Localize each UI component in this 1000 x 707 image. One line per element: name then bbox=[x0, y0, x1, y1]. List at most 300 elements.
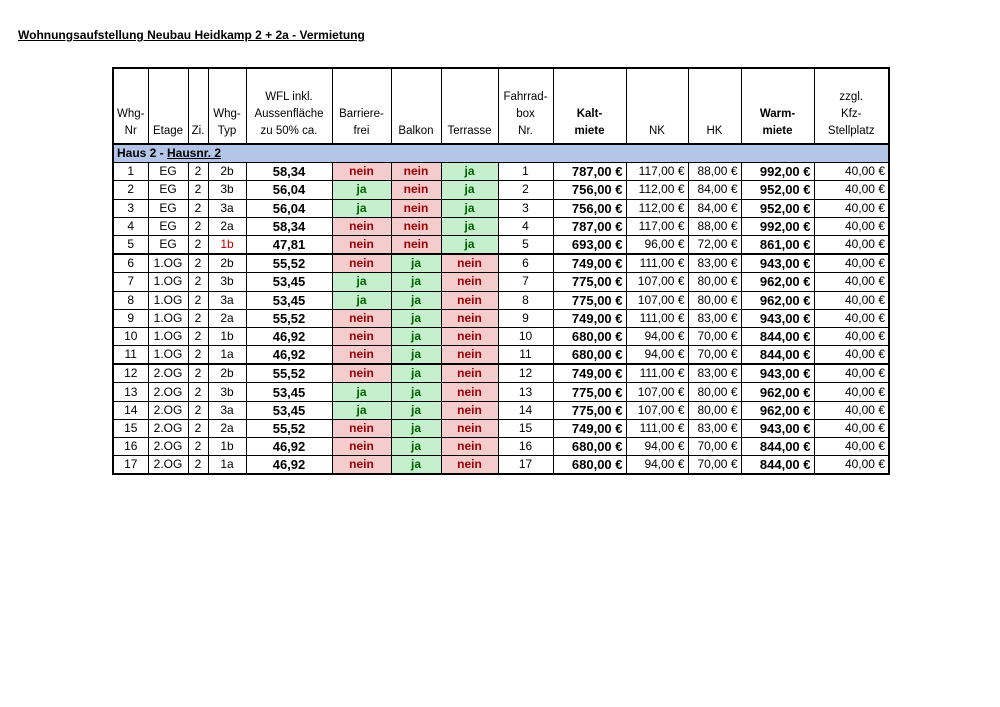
table-row bbox=[113, 163, 889, 181]
header-warmmiete bbox=[741, 68, 814, 144]
cell-wfl: 55,52 bbox=[246, 254, 332, 273]
cell-nk: 107,00 € bbox=[626, 401, 688, 419]
cell-barrierefrei: ja bbox=[332, 181, 391, 199]
cell-kaltmiete: 749,00 € bbox=[553, 309, 626, 327]
cell-zi: 2 bbox=[188, 254, 208, 273]
cell-warmmiete: 844,00 € bbox=[741, 438, 814, 456]
cell-nk: 111,00 € bbox=[626, 419, 688, 437]
cell-kfz: 40,00 € bbox=[814, 163, 889, 181]
header-nk bbox=[626, 68, 688, 144]
cell-etage: EG bbox=[148, 181, 188, 199]
cell-barrierefrei: nein bbox=[332, 235, 391, 254]
cell-fahrradbox: 11 bbox=[498, 346, 553, 365]
cell-terrasse: ja bbox=[441, 235, 498, 254]
table-row bbox=[113, 383, 889, 401]
cell-etage: EG bbox=[148, 217, 188, 235]
cell-kaltmiete: 680,00 € bbox=[553, 456, 626, 475]
cell-kfz: 40,00 € bbox=[814, 346, 889, 365]
cell-balkon: ja bbox=[391, 346, 441, 365]
cell-zi: 2 bbox=[188, 327, 208, 345]
cell-kfz: 40,00 € bbox=[814, 309, 889, 327]
header-line: Whg- bbox=[117, 108, 145, 120]
header-line: HK bbox=[706, 125, 723, 137]
header-line: Nr. bbox=[518, 125, 533, 137]
header-etage bbox=[148, 68, 188, 144]
cell-hk: 83,00 € bbox=[688, 364, 741, 383]
cell-barrierefrei: ja bbox=[332, 383, 391, 401]
cell-etage: 2.OG bbox=[148, 401, 188, 419]
cell-terrasse: nein bbox=[441, 401, 498, 419]
cell-warmmiete: 844,00 € bbox=[741, 346, 814, 365]
cell-kfz: 40,00 € bbox=[814, 327, 889, 345]
cell-nk: 112,00 € bbox=[626, 181, 688, 199]
cell-nk: 117,00 € bbox=[626, 217, 688, 235]
cell-barrierefrei: nein bbox=[332, 419, 391, 437]
header-line: WFL inkl. bbox=[265, 91, 313, 103]
cell-balkon: ja bbox=[391, 291, 441, 309]
cell-fahrradbox: 10 bbox=[498, 327, 553, 345]
cell-warmmiete: 952,00 € bbox=[741, 199, 814, 217]
cell-wfl: 46,92 bbox=[246, 438, 332, 456]
cell-wfl: 46,92 bbox=[246, 456, 332, 475]
cell-hk: 88,00 € bbox=[688, 163, 741, 181]
cell-hk: 70,00 € bbox=[688, 438, 741, 456]
cell-whg-typ: 1b bbox=[208, 235, 246, 254]
cell-wfl: 47,81 bbox=[246, 235, 332, 254]
cell-whg-nr: 7 bbox=[113, 273, 148, 291]
cell-wfl: 56,04 bbox=[246, 181, 332, 199]
cell-nk: 111,00 € bbox=[626, 309, 688, 327]
cell-whg-nr: 3 bbox=[113, 199, 148, 217]
cell-wfl: 55,52 bbox=[246, 309, 332, 327]
header-line: Nr bbox=[124, 125, 137, 137]
cell-wfl: 55,52 bbox=[246, 364, 332, 383]
header-line: Terrasse bbox=[447, 125, 492, 137]
cell-kfz: 40,00 € bbox=[814, 364, 889, 383]
apartment-table bbox=[112, 67, 890, 475]
table-row bbox=[113, 217, 889, 235]
header-zi bbox=[188, 68, 208, 144]
cell-warmmiete: 943,00 € bbox=[741, 254, 814, 273]
cell-fahrradbox: 8 bbox=[498, 291, 553, 309]
cell-barrierefrei: nein bbox=[332, 309, 391, 327]
cell-whg-typ: 2b bbox=[208, 163, 246, 181]
cell-kaltmiete: 680,00 € bbox=[553, 327, 626, 345]
cell-whg-typ: 3a bbox=[208, 401, 246, 419]
header-hk bbox=[688, 68, 741, 144]
cell-wfl: 46,92 bbox=[246, 346, 332, 365]
cell-terrasse: ja bbox=[441, 217, 498, 235]
cell-hk: 84,00 € bbox=[688, 199, 741, 217]
cell-nk: 107,00 € bbox=[626, 383, 688, 401]
cell-kfz: 40,00 € bbox=[814, 217, 889, 235]
cell-kaltmiete: 775,00 € bbox=[553, 273, 626, 291]
cell-balkon: ja bbox=[391, 438, 441, 456]
cell-hk: 80,00 € bbox=[688, 273, 741, 291]
cell-terrasse: nein bbox=[441, 364, 498, 383]
cell-balkon: ja bbox=[391, 327, 441, 345]
cell-zi: 2 bbox=[188, 309, 208, 327]
cell-nk: 94,00 € bbox=[626, 346, 688, 365]
cell-balkon: nein bbox=[391, 199, 441, 217]
header-fahrradbox bbox=[498, 68, 553, 144]
cell-fahrradbox: 14 bbox=[498, 401, 553, 419]
cell-barrierefrei: nein bbox=[332, 163, 391, 181]
table-row bbox=[113, 235, 889, 254]
header-line: Etage bbox=[152, 125, 184, 137]
table-row bbox=[113, 346, 889, 365]
cell-kfz: 40,00 € bbox=[814, 383, 889, 401]
header-line: Typ bbox=[217, 125, 237, 137]
cell-zi: 2 bbox=[188, 401, 208, 419]
cell-kaltmiete: 749,00 € bbox=[553, 364, 626, 383]
cell-terrasse: nein bbox=[441, 456, 498, 475]
cell-kfz: 40,00 € bbox=[814, 199, 889, 217]
header-line: Kfz- bbox=[841, 108, 862, 120]
header-line: frei bbox=[353, 125, 370, 137]
cell-balkon: ja bbox=[391, 309, 441, 327]
cell-wfl: 55,52 bbox=[246, 419, 332, 437]
cell-terrasse: nein bbox=[441, 309, 498, 327]
header-line: Barriere- bbox=[339, 108, 384, 120]
cell-barrierefrei: ja bbox=[332, 401, 391, 419]
header-line: Whg- bbox=[213, 108, 241, 120]
cell-balkon: ja bbox=[391, 273, 441, 291]
cell-wfl: 58,34 bbox=[246, 163, 332, 181]
cell-balkon: nein bbox=[391, 181, 441, 199]
cell-whg-typ: 2b bbox=[208, 254, 246, 273]
header-line: miete bbox=[762, 125, 793, 137]
section-prefix: Haus 2 - bbox=[117, 146, 168, 161]
cell-whg-nr: 17 bbox=[113, 456, 148, 475]
cell-zi: 2 bbox=[188, 163, 208, 181]
cell-barrierefrei: ja bbox=[332, 273, 391, 291]
cell-nk: 94,00 € bbox=[626, 327, 688, 345]
cell-kaltmiete: 775,00 € bbox=[553, 401, 626, 419]
table-row bbox=[113, 181, 889, 199]
cell-nk: 112,00 € bbox=[626, 199, 688, 217]
cell-whg-nr: 11 bbox=[113, 346, 148, 365]
cell-nk: 107,00 € bbox=[626, 273, 688, 291]
cell-etage: 1.OG bbox=[148, 346, 188, 365]
cell-whg-nr: 8 bbox=[113, 291, 148, 309]
cell-zi: 2 bbox=[188, 199, 208, 217]
cell-barrierefrei: nein bbox=[332, 456, 391, 475]
cell-nk: 111,00 € bbox=[626, 364, 688, 383]
cell-hk: 70,00 € bbox=[688, 327, 741, 345]
cell-kaltmiete: 749,00 € bbox=[553, 254, 626, 273]
header-line: Balkon bbox=[398, 125, 434, 137]
page-title: Wohnungsaufstellung Neubau Heidkamp 2 + 2a - Vermietung bbox=[18, 28, 365, 42]
cell-fahrradbox: 7 bbox=[498, 273, 553, 291]
cell-zi: 2 bbox=[188, 383, 208, 401]
header-line: zzgl. bbox=[839, 91, 864, 103]
cell-kfz: 40,00 € bbox=[814, 456, 889, 475]
cell-whg-typ: 3a bbox=[208, 291, 246, 309]
cell-etage: 1.OG bbox=[148, 309, 188, 327]
cell-whg-nr: 13 bbox=[113, 383, 148, 401]
cell-fahrradbox: 16 bbox=[498, 438, 553, 456]
header-wfl bbox=[246, 68, 332, 144]
cell-zi: 2 bbox=[188, 273, 208, 291]
cell-barrierefrei: nein bbox=[332, 327, 391, 345]
cell-fahrradbox: 4 bbox=[498, 217, 553, 235]
cell-warmmiete: 943,00 € bbox=[741, 364, 814, 383]
cell-hk: 83,00 € bbox=[688, 309, 741, 327]
header-line: Zi. bbox=[191, 125, 205, 137]
cell-etage: EG bbox=[148, 163, 188, 181]
cell-zi: 2 bbox=[188, 419, 208, 437]
header-line: Kalt- bbox=[576, 108, 603, 120]
cell-whg-typ: 3a bbox=[208, 199, 246, 217]
cell-whg-nr: 15 bbox=[113, 419, 148, 437]
cell-warmmiete: 844,00 € bbox=[741, 456, 814, 475]
cell-kaltmiete: 693,00 € bbox=[553, 235, 626, 254]
cell-zi: 2 bbox=[188, 346, 208, 365]
cell-whg-typ: 2a bbox=[208, 217, 246, 235]
cell-nk: 94,00 € bbox=[626, 438, 688, 456]
cell-nk: 117,00 € bbox=[626, 163, 688, 181]
cell-nk: 96,00 € bbox=[626, 235, 688, 254]
header-kaltmiete bbox=[553, 68, 626, 144]
header-kfz bbox=[814, 68, 889, 144]
header-balkon bbox=[391, 68, 441, 144]
cell-balkon: ja bbox=[391, 364, 441, 383]
cell-fahrradbox: 9 bbox=[498, 309, 553, 327]
cell-zi: 2 bbox=[188, 438, 208, 456]
cell-terrasse: nein bbox=[441, 327, 498, 345]
cell-balkon: nein bbox=[391, 217, 441, 235]
cell-whg-typ: 2a bbox=[208, 419, 246, 437]
cell-balkon: ja bbox=[391, 419, 441, 437]
header-row bbox=[113, 68, 889, 144]
cell-kfz: 40,00 € bbox=[814, 273, 889, 291]
table-row bbox=[113, 254, 889, 273]
cell-kaltmiete: 787,00 € bbox=[553, 163, 626, 181]
cell-warmmiete: 992,00 € bbox=[741, 217, 814, 235]
cell-warmmiete: 962,00 € bbox=[741, 383, 814, 401]
table-row bbox=[113, 327, 889, 345]
cell-barrierefrei: ja bbox=[332, 291, 391, 309]
cell-whg-typ: 1a bbox=[208, 456, 246, 475]
cell-hk: 80,00 € bbox=[688, 383, 741, 401]
cell-balkon: ja bbox=[391, 383, 441, 401]
cell-fahrradbox: 3 bbox=[498, 199, 553, 217]
cell-warmmiete: 844,00 € bbox=[741, 327, 814, 345]
cell-etage: 1.OG bbox=[148, 291, 188, 309]
header-barriere bbox=[332, 68, 391, 144]
header-line: Stellplatz bbox=[827, 125, 875, 137]
cell-kaltmiete: 680,00 € bbox=[553, 438, 626, 456]
cell-zi: 2 bbox=[188, 235, 208, 254]
cell-nk: 111,00 € bbox=[626, 254, 688, 273]
cell-fahrradbox: 15 bbox=[498, 419, 553, 437]
cell-kfz: 40,00 € bbox=[814, 254, 889, 273]
cell-whg-nr: 10 bbox=[113, 327, 148, 345]
cell-kaltmiete: 756,00 € bbox=[553, 181, 626, 199]
cell-terrasse: nein bbox=[441, 273, 498, 291]
cell-terrasse: nein bbox=[441, 383, 498, 401]
header-line: zu 50% ca. bbox=[260, 125, 318, 137]
cell-barrierefrei: nein bbox=[332, 438, 391, 456]
cell-kaltmiete: 749,00 € bbox=[553, 419, 626, 437]
cell-terrasse: ja bbox=[441, 163, 498, 181]
cell-hk: 83,00 € bbox=[688, 419, 741, 437]
cell-wfl: 53,45 bbox=[246, 383, 332, 401]
cell-hk: 80,00 € bbox=[688, 291, 741, 309]
cell-whg-nr: 12 bbox=[113, 364, 148, 383]
cell-whg-nr: 1 bbox=[113, 163, 148, 181]
cell-barrierefrei: ja bbox=[332, 199, 391, 217]
table-row bbox=[113, 438, 889, 456]
header-whg-nr bbox=[113, 68, 148, 144]
section-row bbox=[113, 144, 889, 163]
cell-warmmiete: 962,00 € bbox=[741, 291, 814, 309]
cell-hk: 88,00 € bbox=[688, 217, 741, 235]
header-whg-typ bbox=[208, 68, 246, 144]
cell-whg-typ: 3b bbox=[208, 181, 246, 199]
table-row bbox=[113, 364, 889, 383]
cell-kaltmiete: 756,00 € bbox=[553, 199, 626, 217]
header-line: Fahrrad- bbox=[503, 91, 548, 103]
cell-fahrradbox: 5 bbox=[498, 235, 553, 254]
section-house-number: Hausnr. 2 bbox=[167, 146, 222, 161]
cell-kaltmiete: 775,00 € bbox=[553, 383, 626, 401]
cell-whg-nr: 14 bbox=[113, 401, 148, 419]
cell-zi: 2 bbox=[188, 456, 208, 475]
cell-balkon: nein bbox=[391, 235, 441, 254]
cell-warmmiete: 992,00 € bbox=[741, 163, 814, 181]
cell-etage: 2.OG bbox=[148, 438, 188, 456]
cell-etage: 1.OG bbox=[148, 254, 188, 273]
cell-fahrradbox: 6 bbox=[498, 254, 553, 273]
cell-barrierefrei: nein bbox=[332, 364, 391, 383]
table-row bbox=[113, 401, 889, 419]
cell-terrasse: nein bbox=[441, 438, 498, 456]
cell-zi: 2 bbox=[188, 217, 208, 235]
cell-kfz: 40,00 € bbox=[814, 235, 889, 254]
cell-wfl: 53,45 bbox=[246, 401, 332, 419]
header-line: NK bbox=[649, 125, 665, 137]
cell-fahrradbox: 12 bbox=[498, 364, 553, 383]
cell-whg-nr: 5 bbox=[113, 235, 148, 254]
table-row bbox=[113, 199, 889, 217]
cell-warmmiete: 962,00 € bbox=[741, 401, 814, 419]
cell-terrasse: nein bbox=[441, 254, 498, 273]
cell-whg-typ: 2b bbox=[208, 364, 246, 383]
cell-terrasse: nein bbox=[441, 346, 498, 365]
cell-whg-typ: 1a bbox=[208, 346, 246, 365]
table-row bbox=[113, 456, 889, 475]
cell-etage: 2.OG bbox=[148, 419, 188, 437]
table-row bbox=[113, 419, 889, 437]
cell-warmmiete: 952,00 € bbox=[741, 181, 814, 199]
cell-whg-typ: 1b bbox=[208, 327, 246, 345]
cell-whg-typ: 1b bbox=[208, 438, 246, 456]
cell-etage: 2.OG bbox=[148, 364, 188, 383]
cell-zi: 2 bbox=[188, 364, 208, 383]
cell-etage: EG bbox=[148, 199, 188, 217]
cell-kaltmiete: 775,00 € bbox=[553, 291, 626, 309]
cell-etage: 1.OG bbox=[148, 273, 188, 291]
cell-kfz: 40,00 € bbox=[814, 438, 889, 456]
cell-kfz: 40,00 € bbox=[814, 401, 889, 419]
cell-warmmiete: 962,00 € bbox=[741, 273, 814, 291]
cell-whg-nr: 2 bbox=[113, 181, 148, 199]
cell-wfl: 58,34 bbox=[246, 217, 332, 235]
cell-terrasse: ja bbox=[441, 181, 498, 199]
cell-wfl: 53,45 bbox=[246, 273, 332, 291]
section-label bbox=[113, 144, 889, 163]
cell-kfz: 40,00 € bbox=[814, 181, 889, 199]
cell-whg-typ: 2a bbox=[208, 309, 246, 327]
cell-hk: 70,00 € bbox=[688, 456, 741, 475]
cell-fahrradbox: 17 bbox=[498, 456, 553, 475]
cell-kaltmiete: 680,00 € bbox=[553, 346, 626, 365]
cell-wfl: 53,45 bbox=[246, 291, 332, 309]
cell-kfz: 40,00 € bbox=[814, 419, 889, 437]
cell-balkon: ja bbox=[391, 401, 441, 419]
header-line: box bbox=[516, 108, 535, 120]
header-line: Warm- bbox=[759, 108, 796, 120]
header-line: Aussenfläche bbox=[254, 108, 324, 120]
cell-etage: 2.OG bbox=[148, 383, 188, 401]
cell-terrasse: nein bbox=[441, 419, 498, 437]
cell-nk: 94,00 € bbox=[626, 456, 688, 475]
cell-balkon: nein bbox=[391, 163, 441, 181]
table-row bbox=[113, 273, 889, 291]
cell-balkon: ja bbox=[391, 254, 441, 273]
cell-nk: 107,00 € bbox=[626, 291, 688, 309]
cell-whg-typ: 3b bbox=[208, 383, 246, 401]
cell-hk: 72,00 € bbox=[688, 235, 741, 254]
cell-etage: EG bbox=[148, 235, 188, 254]
cell-warmmiete: 943,00 € bbox=[741, 309, 814, 327]
cell-whg-nr: 16 bbox=[113, 438, 148, 456]
cell-etage: 2.OG bbox=[148, 456, 188, 475]
cell-terrasse: ja bbox=[441, 199, 498, 217]
cell-wfl: 46,92 bbox=[246, 327, 332, 345]
cell-whg-nr: 9 bbox=[113, 309, 148, 327]
cell-zi: 2 bbox=[188, 291, 208, 309]
table-row bbox=[113, 309, 889, 327]
cell-kfz: 40,00 € bbox=[814, 291, 889, 309]
cell-balkon: ja bbox=[391, 456, 441, 475]
cell-hk: 80,00 € bbox=[688, 401, 741, 419]
cell-barrierefrei: nein bbox=[332, 254, 391, 273]
cell-warmmiete: 861,00 € bbox=[741, 235, 814, 254]
cell-etage: 1.OG bbox=[148, 327, 188, 345]
cell-barrierefrei: nein bbox=[332, 346, 391, 365]
cell-wfl: 56,04 bbox=[246, 199, 332, 217]
cell-hk: 70,00 € bbox=[688, 346, 741, 365]
header-terrasse bbox=[441, 68, 498, 144]
cell-barrierefrei: nein bbox=[332, 217, 391, 235]
cell-fahrradbox: 13 bbox=[498, 383, 553, 401]
cell-fahrradbox: 2 bbox=[498, 181, 553, 199]
table-row bbox=[113, 291, 889, 309]
cell-terrasse: nein bbox=[441, 291, 498, 309]
cell-zi: 2 bbox=[188, 181, 208, 199]
cell-whg-typ: 3b bbox=[208, 273, 246, 291]
cell-whg-nr: 6 bbox=[113, 254, 148, 273]
cell-warmmiete: 943,00 € bbox=[741, 419, 814, 437]
cell-kaltmiete: 787,00 € bbox=[553, 217, 626, 235]
cell-fahrradbox: 1 bbox=[498, 163, 553, 181]
cell-hk: 83,00 € bbox=[688, 254, 741, 273]
header-line: miete bbox=[574, 125, 605, 137]
cell-hk: 84,00 € bbox=[688, 181, 741, 199]
